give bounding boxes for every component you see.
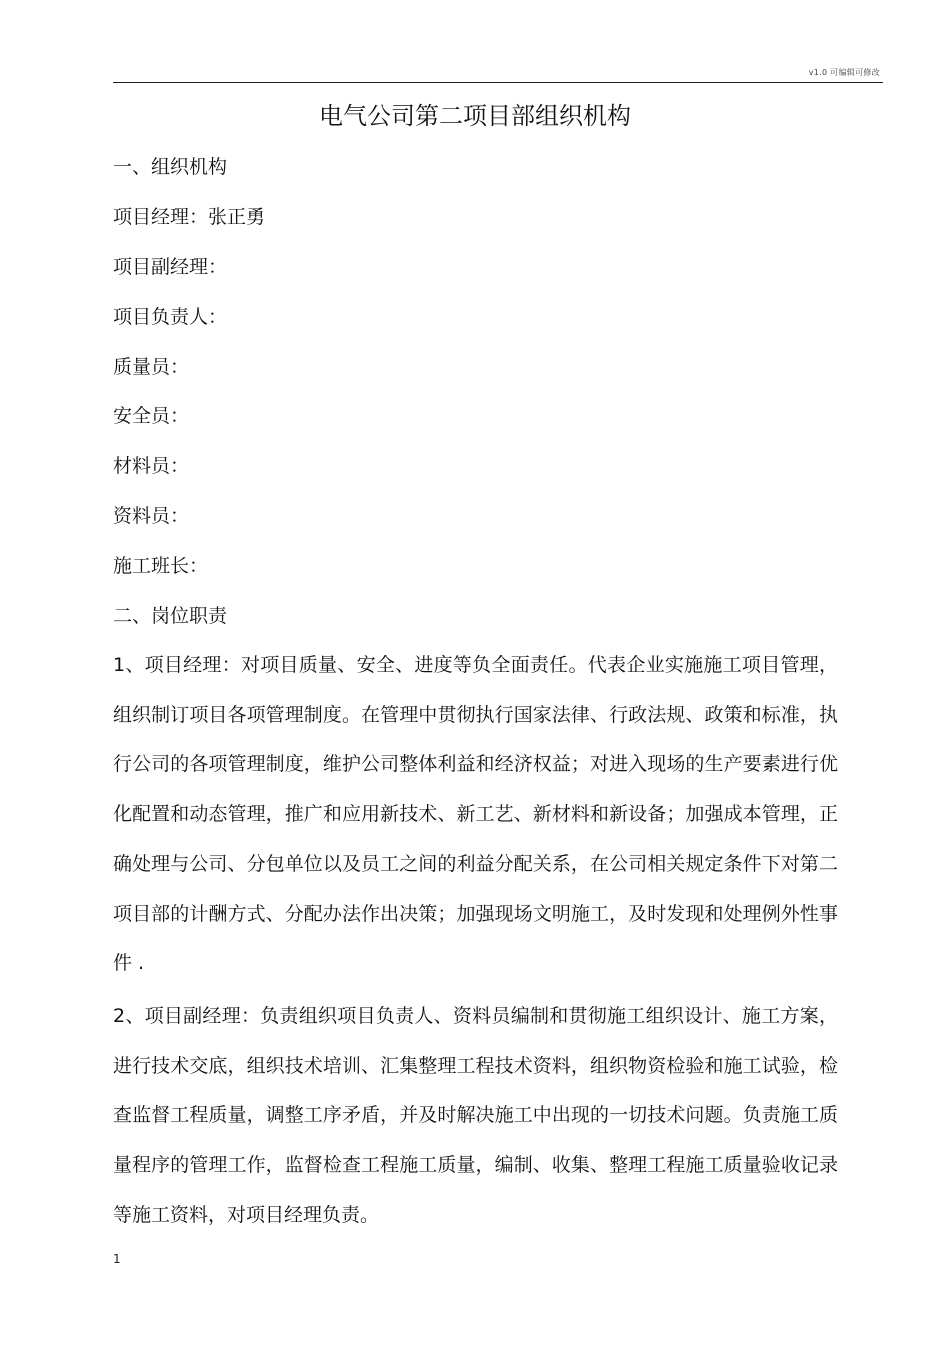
duty-paragraph-project-manager: 1、项目经理：对项目质量、安全、进度等负全面责任。代表企业实施施工项目管理，组织制订项目各项管理制度。在管理中贯彻执行国家法律、行政法规、政策和标准，执行公司的各项管理制度，维护公司整体利益和经济权益；对进入现场的生产要素进行优化配置和动态管理，推广和应用新技术、新工艺、新材料和新设备；加强成本管理，正确处理与公司、分包单位以及员工之间的利益分配关系，在公司相关规定条件下对第二项目部的计酬方式、分配办法作出决策；加强现场文明施工，及时发现和处理例外性事件 . [113,654,838,975]
section2-heading: 二、岗位职责 [113,605,228,627]
page-number: 1 [113,1252,121,1266]
section1-heading: 一、组织机构 [113,156,228,178]
org-item-quality-officer: 质量员： [113,356,190,378]
duty-paragraph-deputy-manager: 2、项目副经理：负责组织项目负责人、资料员编制和贯彻施工组织设计、施工方案，进行技术交底，组织技术培训、汇集整理工程技术资料，组织物资检验和施工试验，检查监督工程质量，调整工序矛盾，并及时解决施工中出现的一切技术问题。负责施工质量程序的管理工作，监督检查工程施工质量，编制、收集、整理工程施工质量验收记录等施工资料，对项目经理负责。 [113,1005,838,1226]
org-item-crew-leader: 施工班长： [113,555,209,577]
org-item-documents-officer: 资料员： [113,505,190,527]
header-version-note: v1.0 可编辑可修改 [808,68,880,77]
org-item-safety-officer: 安全员： [113,405,190,427]
org-item-materials-officer: 材料员： [113,455,190,477]
page-title: 电气公司第二项目部组织机构 [319,102,631,130]
org-item-project-lead: 项目负责人： [113,306,228,328]
header-divider [113,82,883,83]
org-item-project-manager: 项目经理：张正勇 [113,206,266,228]
org-item-deputy-manager: 项目副经理： [113,256,228,278]
